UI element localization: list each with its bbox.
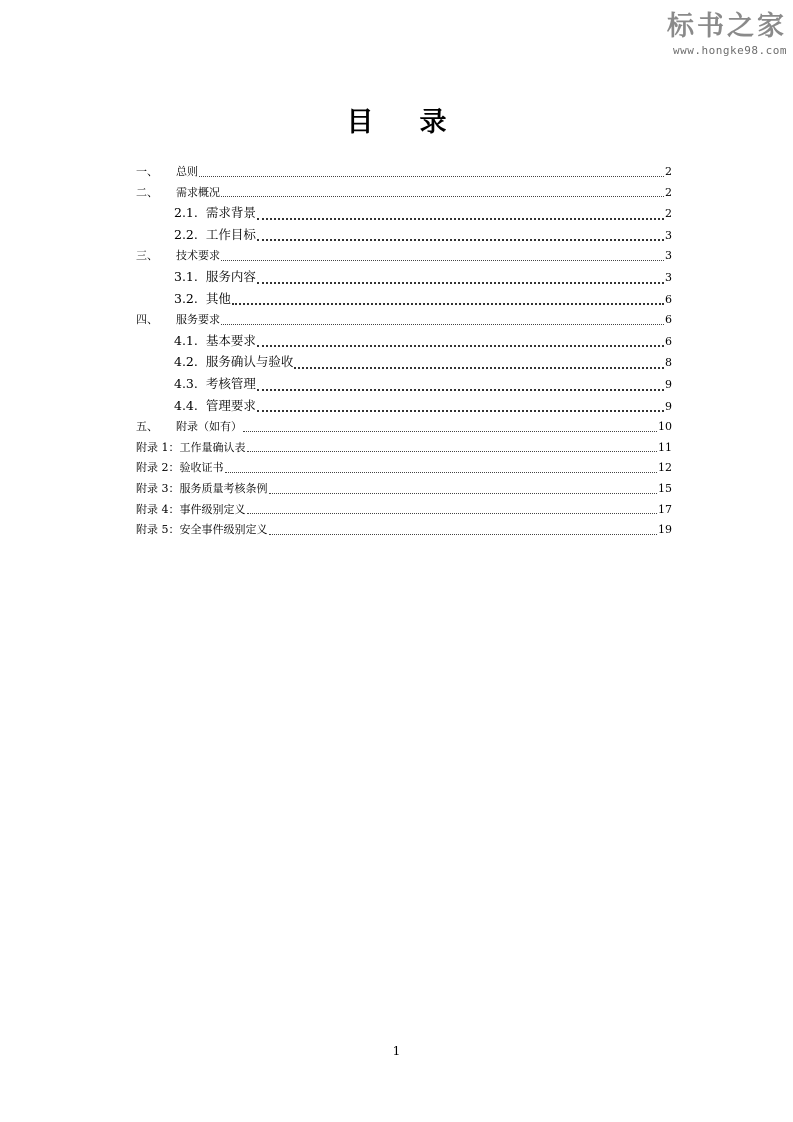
toc-entry[interactable]: [136, 289, 672, 311]
toc-entry-label: 服务质量考核条例: [179, 481, 268, 495]
toc-entry-page: 3: [665, 228, 672, 242]
toc-entry-page: 15: [658, 481, 672, 495]
toc-entry-page: 17: [658, 502, 672, 516]
toc-dot-leader: [257, 281, 664, 284]
toc-entry-page: 6: [665, 292, 672, 306]
toc-dot-leader: [269, 492, 658, 494]
toc-entry[interactable]: [136, 225, 672, 247]
toc-entry-number: 3.1.: [174, 268, 198, 284]
toc-entry[interactable]: [136, 500, 672, 521]
toc-entry[interactable]: [136, 438, 672, 459]
toc-entry-number: 附录 5：: [136, 523, 180, 537]
toc-entry-number: 四、: [136, 313, 158, 327]
toc-dot-leader: [257, 217, 664, 220]
toc-entry-page: 9: [665, 377, 672, 391]
toc-entry-label: 服务要求: [176, 313, 220, 327]
toc-entry[interactable]: [136, 310, 672, 331]
toc-entry-number: 4.3.: [174, 375, 198, 391]
toc-entry-page: 12: [658, 461, 672, 475]
toc-dot-leader: [257, 344, 664, 347]
toc-entry-number: 4.2.: [174, 354, 198, 370]
toc-entry-page: 3: [665, 249, 672, 263]
toc-dot-leader: [247, 512, 658, 514]
toc-entry[interactable]: [136, 374, 672, 396]
toc-entry-page: 3: [665, 270, 672, 284]
toc-entry[interactable]: [136, 162, 672, 183]
toc-entry-label: 验收证书: [179, 461, 224, 475]
watermark-logo: [587, 12, 787, 57]
toc-entry-label: 服务确认与验收: [205, 354, 294, 370]
toc-entry-label: 需求背景: [205, 205, 256, 221]
toc-dot-leader: [269, 533, 658, 535]
toc-entry[interactable]: [136, 267, 672, 289]
toc-entry-label: 总则: [176, 165, 198, 178]
watermark-brand: 标书之家: [667, 11, 787, 42]
toc-entry-page: 11: [658, 440, 672, 454]
toc-entry[interactable]: [136, 246, 672, 267]
toc-entry-number: 3.2.: [174, 290, 198, 306]
toc-entry-number: 附录 4：: [136, 502, 180, 516]
toc-dot-leader: [257, 238, 664, 241]
toc-dot-leader: [247, 450, 658, 452]
toc-entry-number: 4.4.: [174, 397, 198, 413]
toc-entry-label: 附录（如有）: [176, 420, 242, 434]
toc-entry-label: 服务内容: [205, 268, 256, 284]
toc-entry-number: 一、: [136, 165, 158, 178]
toc-entry[interactable]: [136, 331, 672, 353]
toc-entry-label: 事件级别定义: [179, 502, 246, 516]
toc-entry-number: 附录 3：: [136, 481, 180, 495]
toc-entry-label: 其他: [205, 290, 231, 306]
toc-entry-page: 6: [665, 313, 672, 327]
toc-entry-page: 9: [665, 399, 672, 413]
table-of-contents: [136, 162, 672, 541]
toc-entry-label: 技术要求: [176, 249, 220, 263]
toc-entry-number: 二、: [136, 185, 158, 199]
toc-entry[interactable]: [136, 183, 672, 204]
toc-entry-label: 管理要求: [205, 397, 256, 413]
toc-entry-label: 工作量确认表: [179, 440, 246, 454]
toc-entry-label: 需求概况: [176, 185, 220, 199]
watermark-url: www.hongke98.com: [673, 44, 787, 57]
toc-entry[interactable]: [136, 458, 672, 479]
toc-entry[interactable]: [136, 396, 672, 418]
toc-entry-page: 2: [665, 165, 672, 178]
toc-entry-page: 6: [665, 334, 672, 348]
toc-entry[interactable]: [136, 520, 672, 541]
toc-entry-number: 附录 2：: [136, 461, 180, 475]
toc-dot-leader: [232, 302, 664, 305]
toc-entry-page: 10: [658, 420, 672, 434]
toc-entry-label: 工作目标: [205, 226, 256, 242]
page-title: 目录: [346, 107, 493, 138]
toc-dot-leader: [199, 175, 664, 177]
toc-entry-page: 2: [665, 185, 672, 199]
toc-dot-leader: [257, 409, 664, 412]
toc-entry-label: 考核管理: [205, 375, 256, 391]
toc-entry-number: 2.1.: [174, 205, 198, 221]
toc-entry-label: 安全事件级别定义: [179, 523, 268, 537]
toc-dot-leader: [243, 430, 657, 432]
toc-entry-number: 附录 1：: [136, 440, 180, 454]
toc-entry[interactable]: [136, 203, 672, 225]
toc-dot-leader: [221, 259, 664, 261]
toc-entry[interactable]: [136, 417, 672, 438]
toc-entry[interactable]: [136, 479, 672, 500]
toc-entry-page: 8: [665, 356, 672, 370]
toc-dot-leader: [221, 323, 664, 325]
toc-entry-number: 4.1.: [174, 332, 198, 348]
toc-entry-number: 三、: [136, 249, 158, 263]
page-number: 1: [392, 1044, 401, 1058]
toc-entry-page: 19: [658, 523, 672, 537]
toc-entry-number: 2.2.: [174, 226, 198, 242]
toc-entry-number: 五、: [136, 420, 158, 434]
toc-dot-leader: [257, 388, 664, 391]
toc-dot-leader: [221, 195, 664, 197]
toc-entry[interactable]: [136, 352, 672, 374]
toc-entry-label: 基本要求: [205, 332, 256, 348]
toc-entry-page: 2: [665, 207, 672, 221]
toc-dot-leader: [294, 366, 664, 369]
toc-dot-leader: [225, 471, 658, 473]
